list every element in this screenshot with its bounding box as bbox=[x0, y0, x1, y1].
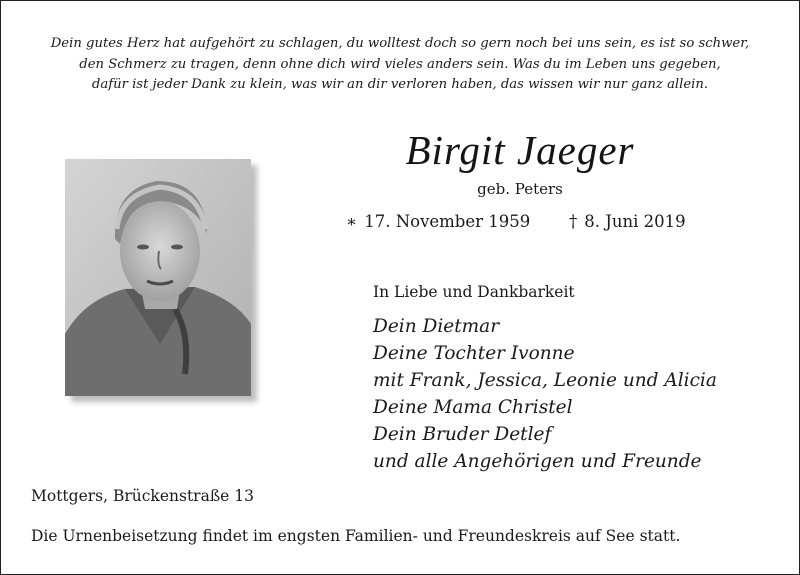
signers-list bbox=[373, 313, 717, 475]
poem-line: Dein gutes Herz hat aufgehört zu schlagen, du wolltest doch so gern noch bei uns sein, es ist so schwer, bbox=[50, 36, 750, 51]
maiden-name: geb. Peters bbox=[477, 180, 563, 198]
birth-star-icon: ∗ bbox=[346, 212, 358, 231]
address: Mottgers, Brückenstraße 13 bbox=[31, 487, 254, 505]
funeral-note: Die Urnenbeisetzung findet im engsten Familien- und Freundeskreis auf See statt. bbox=[31, 527, 681, 545]
signer-line: Deine Tochter Ivonne bbox=[373, 343, 575, 364]
signer-line: Deine Mama Christel bbox=[373, 397, 573, 418]
death-date bbox=[569, 210, 686, 234]
portrait-image bbox=[65, 159, 251, 396]
signer-line: mit Frank, Jessica, Leonie und Alicia bbox=[373, 370, 717, 391]
signer-line: und alle Angehörigen und Freunde bbox=[373, 451, 702, 472]
thanks-line: In Liebe und Dankbarkeit bbox=[373, 283, 575, 301]
poem-line: dafür ist jeder Dank zu klein, was wir an dir verloren haben, das wissen wir nur ganz allein. bbox=[91, 77, 709, 92]
poem bbox=[10, 34, 790, 96]
death-cross-icon: † bbox=[569, 212, 578, 231]
birth-date-text: 17. November 1959 bbox=[364, 212, 531, 231]
deceased-name: Birgit Jaeger bbox=[405, 127, 635, 173]
birth-date bbox=[346, 210, 530, 234]
poem-line: den Schmerz zu tragen, denn ohne dich wird vieles anders sein. Was du im Leben uns gegeben, bbox=[79, 56, 721, 72]
signer-line: Dein Bruder Detlef bbox=[373, 424, 552, 445]
death-date-text: 8. Juni 2019 bbox=[584, 212, 686, 231]
signer-line: Dein Dietmar bbox=[373, 316, 500, 337]
portrait-photo bbox=[65, 159, 251, 396]
